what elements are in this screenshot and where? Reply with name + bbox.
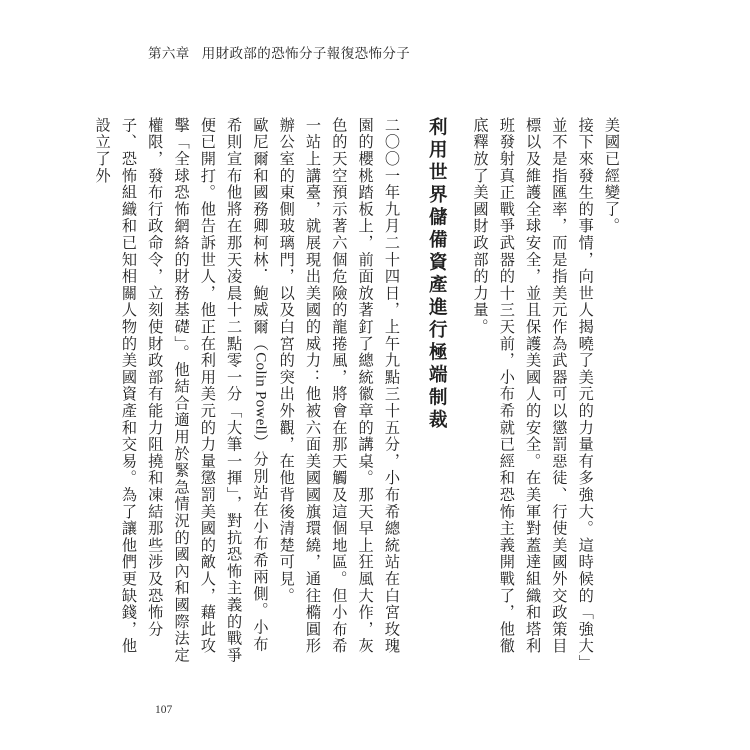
body-text [93,117,625,667]
paragraph-3: 二〇〇一年九月二十四日，上午九點三十五分，小布希總統站在白宮玫瑰園的櫻桃踏板上，前面放著釘了總統徽章的講桌。那天早上狂風大作，灰色的天空預示著六個危險的龍捲風，將會在那天觸及這個地區。但小布希一站上講臺，就展現出美國的威力：他被六面美國國旗環繞，通往橢圓形辦公室的東側玻璃門，以及白宮的突出外觀，在他背後清楚可見。 [277,117,401,655]
running-head [148,42,410,62]
chapter-number: 第六章 [148,46,190,62]
chapter-title: 用財政部的恐怖分子報復恐怖分子 [201,46,411,62]
paragraph-4 [89,117,273,667]
paragraph-1: 美國已經變了。 [603,117,621,235]
page-number: 107 [155,704,173,716]
latin-name: Colin Powell [252,352,270,435]
section-heading: 利用世界儲備資產進行極端制裁 [426,117,448,432]
paragraph-4-part-2: ）分別站在小布希兩側。小布希則宣布他將在那天凌晨十二點零一分「大筆一揮」，對抗恐怖主義的戰爭便已開打。他告訴世人，他正在利用美元的力量懲罰美國的敵人，藉此攻擊「全球恐怖網絡的財務基礎」。他結合適用於緊急情況的國內和國際法定權限，發布行政命令，立刻使財政部有能力阻撓和凍結那些涉及恐怖分子、恐怖組織和已知相關人物的美國資產和交易。為了讓他們更缺錢，他設立了外 [93,117,270,664]
paragraph-2: 接下來發生的事情，向世人揭曉了美元的力量有多強大。這時候的「強大」並不是指匯率，而是指美元作為武器可以懲罰惡徒、行使美國外交政策目標以及維護全球安全，並且保護美國人的安全。在美軍對蓋達組織和塔利班發射真正戰爭武器的十三天前，小布希就已經和恐怖主義開戰了，他徹底釋放了美國財政部的力量。 [471,117,595,664]
paragraph-4-part-1: 歐尼爾和國務卿柯林．鮑威爾（ [251,117,270,353]
